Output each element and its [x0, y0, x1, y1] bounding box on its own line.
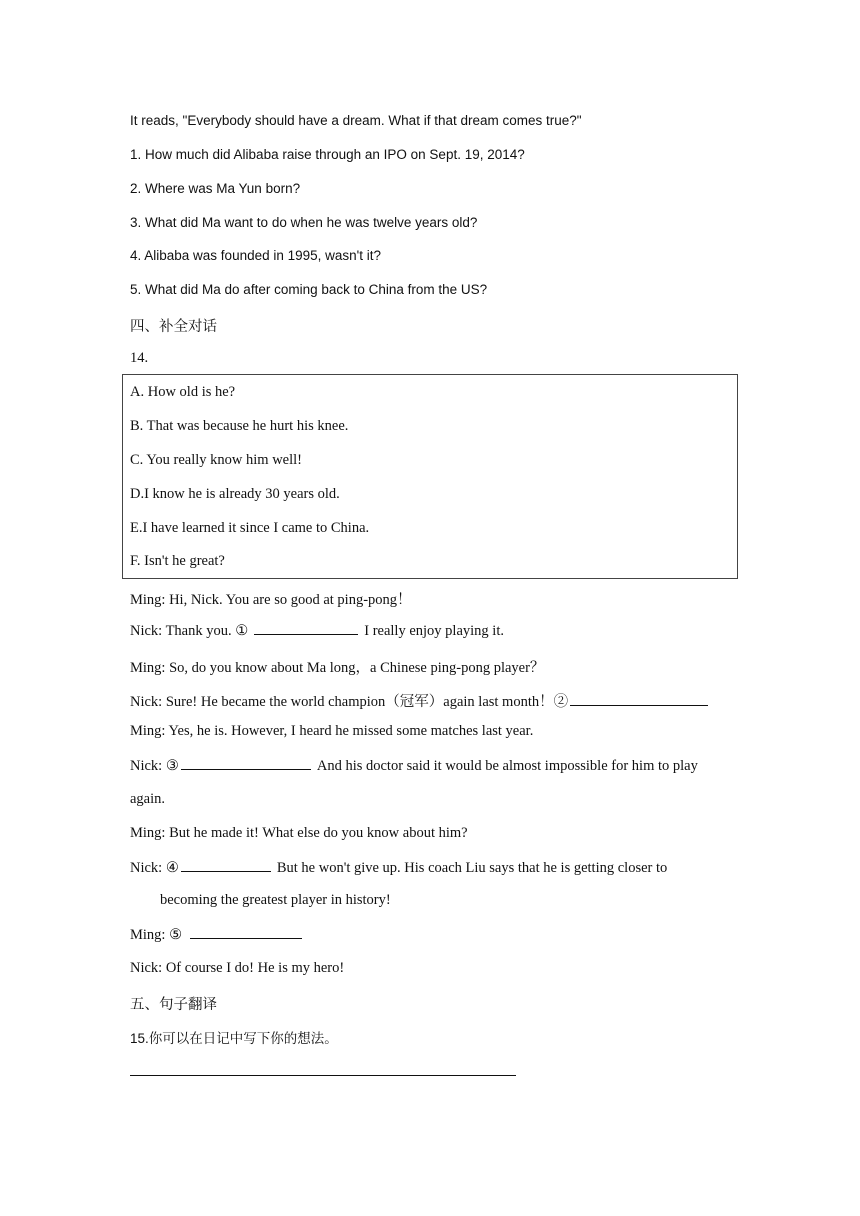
dialogue-line-6-end: And his doctor said it would be almost impossible for him to play [316, 758, 698, 774]
question-2: 2. Where was Ma Yun born? [130, 181, 301, 196]
option-a: A. How old is he? [130, 384, 236, 400]
options-box [122, 374, 738, 579]
section-4-heading: 四、补全对话 [130, 319, 217, 335]
question-1: 1. How much did Alibaba raise through an IPO on Sept. 19, 2014? [130, 147, 525, 162]
blank-2[interactable] [570, 693, 708, 706]
dialogue-line-9-end: But he won't give up. His coach Liu says that he is getting closer to [276, 860, 668, 876]
option-e: E.I have learned it since I came to China. [130, 520, 370, 536]
dialogue-line-1: Ming: Hi, Nick. You are so good at ping-pong！ [130, 592, 412, 608]
dialogue-line-12: Nick: Of course I do! He is my hero! [130, 960, 345, 976]
option-d: D.I know he is already 30 years old. [130, 486, 340, 502]
dialogue-line-9-start: Nick: ④ [130, 860, 179, 876]
dialogue-line-6 [130, 757, 698, 775]
passage-closing-line: It reads, "Everybody should have a dream. What if that dream comes true?" [130, 113, 582, 128]
option-f: F. Isn't he great? [130, 553, 225, 569]
dialogue-line-2-start: Nick: Thank you. ① [130, 623, 249, 639]
dialogue-line-6-start: Nick: ③ [130, 758, 179, 774]
question-14-number: 14. [130, 350, 149, 366]
answer-line[interactable] [130, 1075, 516, 1076]
question-4: 4. Alibaba was founded in 1995, wasn't it? [130, 248, 382, 263]
blank-3[interactable] [181, 757, 311, 770]
option-c: C. You really know him well! [130, 452, 302, 468]
dialogue-line-11-start: Ming: ⑤ [130, 927, 183, 943]
dialogue-line-11 [130, 926, 308, 944]
blank-1[interactable] [254, 622, 358, 635]
dialogue-line-8: Ming: But he made it! What else do you know about him? [130, 825, 468, 841]
dialogue-line-10: becoming the greatest player in history! [160, 892, 391, 908]
option-b: B. That was because he hurt his knee. [130, 418, 349, 434]
question-3: 3. What did Ma want to do when he was twelve years old? [130, 215, 478, 230]
question-15: 15.你可以在日记中写下你的想法。 [130, 1031, 338, 1046]
blank-4[interactable] [181, 859, 271, 872]
dialogue-line-9 [130, 859, 667, 877]
blank-5[interactable] [190, 926, 302, 939]
section-5-heading: 五、句子翻译 [130, 997, 217, 1013]
dialogue-line-3: Ming: So, do you know about Ma long，a Chinese ping-pong player？ [130, 660, 545, 676]
dialogue-line-4 [130, 690, 714, 711]
dialogue-line-4-start: Nick: Sure! He became the world champion（冠军）again last month！② [130, 694, 569, 710]
question-5: 5. What did Ma do after coming back to China from the US? [130, 282, 488, 297]
dialogue-line-2 [130, 622, 504, 640]
dialogue-line-2-end: I really enjoy playing it. [364, 623, 504, 639]
dialogue-line-7: again. [130, 791, 166, 807]
dialogue-line-5: Ming: Yes, he is. However, I heard he missed some matches last year. [130, 723, 534, 739]
